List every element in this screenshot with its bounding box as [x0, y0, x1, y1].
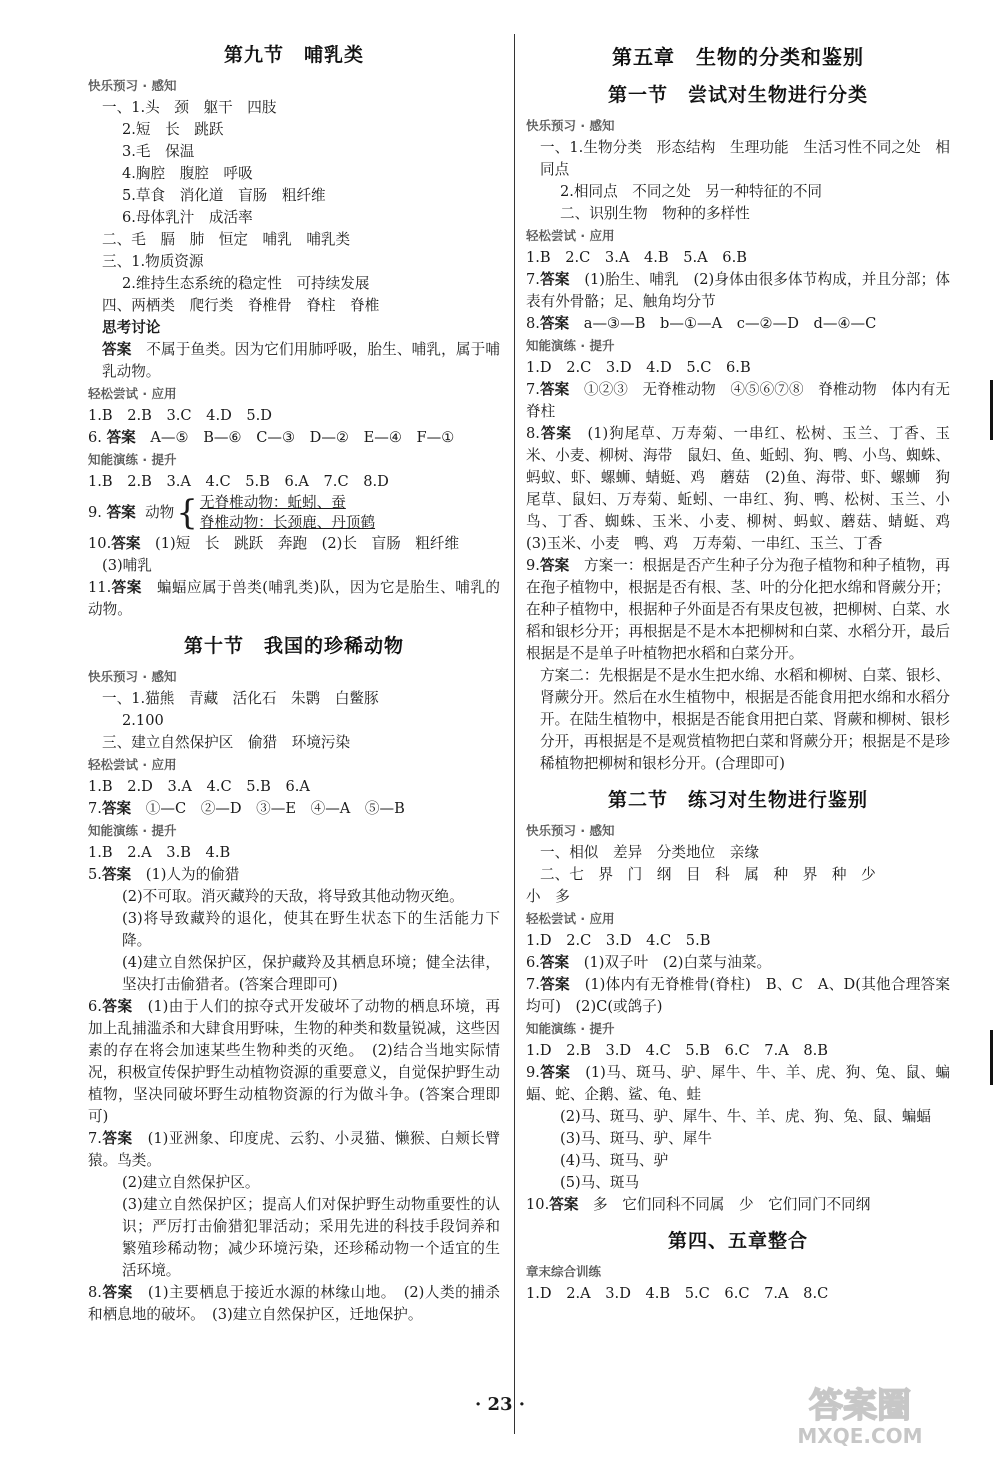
- answer-line: 11.答案 蝙蝠应属于兽类(哺乳类)队，因为它是胎生、哺乳的动物。: [88, 579, 500, 618]
- answer-line: 8.答案 a—③—B b—①—A c—②—D d—④—C: [526, 315, 877, 332]
- brace-symbol: {: [176, 493, 198, 533]
- answer-line: 7.答案 (1)体内有无脊椎骨(脊柱) B、C A、D(其他合理答案均可) (2)C(或鸽子): [526, 976, 950, 1015]
- answer-line: 1.D 2.A 3.D 4.B 5.C 6.C 7.A 8.C: [526, 1285, 829, 1302]
- preview-line: 2.短 长 跳跃: [122, 121, 224, 138]
- label-preview: 快乐预习 · 感知: [88, 669, 177, 684]
- think-discuss-heading: 思考讨论: [102, 319, 161, 336]
- section-title-mammals: 第九节 哺乳类: [223, 44, 364, 66]
- answer-line: 6.答案 (1)由于人们的掠夺式开发破坏了动物的栖息环境，再加上乱捕滥杀和大肆食用野味，生物的种类和数量锐减，这些因素的存在将会加速某些生物种类的灭绝。 (2)结合当地实际情况，积极宣传保护野生动植物资源的重要意义，自觉保护野生动植物，坚决同破坏野生动植物资源的行为做斗争。(答案合理即可): [88, 998, 500, 1125]
- right-column: [526, 30, 965, 1305]
- answer-line: 方案二：先根据是不是水生把水绵、水稻和柳树、白菜、银杉、肾蕨分开。然后在水生植物中，根据是否能食用把水绵和水稻分开。在陆生植物中，根据是否能食用把白菜、肾蕨和柳树、银杉分开，再根据是不是观赏植物把白菜和肾蕨分开；根据是不是珍稀植物把柳树和银杉分开。(合理即可): [540, 667, 950, 772]
- label-practice: 知能演练 · 提升: [88, 823, 177, 838]
- label-try: 轻松尝试 · 应用: [526, 911, 615, 926]
- preview-line: 2.相同点 不同之处 另一种特征的不同: [560, 183, 823, 200]
- left-column: [88, 30, 500, 1326]
- label-review: 章末综合训练: [526, 1264, 602, 1279]
- answer-line: 1.B 2.B 3.C 4.D 5.D: [88, 407, 273, 424]
- answer-line: 7.答案 ①—C ②—D ③—E ④—A ⑤—B: [88, 800, 405, 817]
- preview-line: 一、1.生物分类 形态结构 生理功能 生活习性不同之处 相同点: [540, 139, 950, 178]
- label-try: 轻松尝试 · 应用: [88, 757, 177, 772]
- preview-line: 6.母体乳汁 成活率: [122, 209, 253, 226]
- preview-line: 3.毛 保温: [122, 143, 195, 160]
- classification-answer: 9. 答案 动物 { 无脊椎动物：蚯蚓、蚕 脊椎动物：长颈鹿、丹顶鹤: [88, 493, 376, 533]
- answer-line: 1.B 2.B 3.A 4.C 5.B 6.A 7.C 8.D: [88, 473, 389, 490]
- scan-mark: [990, 380, 993, 440]
- section-title-rare-animals: 第十节 我国的珍稀动物: [183, 635, 404, 657]
- preview-line: 三、建立自然保护区 偷猎 环境污染: [102, 734, 351, 751]
- watermark-logo: [760, 1377, 960, 1449]
- answer-line: 1.B 2.A 3.B 4.B: [88, 844, 231, 861]
- preview-line: 5.草食 消化道 盲肠 粗纤维: [122, 187, 326, 204]
- answer-line: (2)马、斑马、驴、犀牛、牛、羊、虎、狗、兔、鼠、蝙蝠: [560, 1108, 931, 1125]
- answer-line: (2)建立自然保护区。: [122, 1174, 260, 1191]
- preview-line: 2.维持生态系统的稳定性 可持续发展: [122, 275, 370, 292]
- answer-line: 1.B 2.C 3.A 4.B 5.A 6.B: [526, 249, 747, 266]
- preview-line: 一、1.猫熊 青藏 活化石 朱鹮 白鳖豚: [102, 690, 379, 707]
- label-try: 轻松尝试 · 应用: [88, 386, 177, 401]
- answer-line: 6. 答案 A—⑤ B—⑥ C—③ D—② E—④ F—①: [88, 429, 455, 446]
- answer-line: (3)哺乳: [102, 557, 152, 574]
- label-practice: 知能演练 · 提升: [88, 452, 177, 467]
- scan-mark: [990, 1030, 993, 1085]
- answer-line: 6.答案 (1)双子叶 (2)白菜与油菜。: [526, 954, 772, 971]
- label-preview: 快乐预习 · 感知: [526, 823, 615, 838]
- classification-sub: 脊椎动物：长颈鹿、丹顶鹤: [199, 514, 376, 531]
- preview-line: 四、两栖类 爬行类 脊椎骨 脊柱 脊椎: [102, 297, 380, 314]
- answer-line: (3)将导致藏羚的退化，使其在野生状态下的生活能力下降。: [122, 910, 500, 949]
- answer-line: (2)不可取。消灭藏羚的天敌，将导致其他动物灭绝。: [122, 888, 464, 905]
- answer-line: 1.D 2.B 3.D 4.C 5.B 6.C 7.A 8.B: [526, 1042, 828, 1059]
- label-preview: 快乐预习 · 感知: [88, 78, 177, 93]
- answer-line: (5)马、斑马: [560, 1174, 640, 1191]
- preview-line: 二、毛 膈 肺 恒定 哺乳 哺乳类: [102, 231, 351, 248]
- section-title-review: 第四、五章整合: [667, 1230, 808, 1252]
- answer-line: (4)建立自然保护区，保护藏羚及其栖息环境；健全法律，坚决打击偷猎者。(答案合理即可): [122, 954, 500, 993]
- watermark-logo-text: 答案圈: [809, 1386, 911, 1426]
- answer-line: 8.答案 (1)主要栖息于接近水源的林缘山地。 (2)人类的捕杀和栖息地的破坏。 (3)建立自然保护区，迁地保护。: [88, 1284, 500, 1323]
- answer-line: 7.答案 (1)亚洲象、印度虎、云豹、小灵猫、懒猴、白颊长臂猿。鸟类。: [88, 1130, 500, 1169]
- answer-line: 10.答案 多 它们同科不同属 少 它们同门不同纲: [526, 1196, 871, 1213]
- answer-line: 9.答案 方案一：根据是否产生种子分为孢子植物和种子植物，再在孢子植物中，根据是否有根、茎、叶的分化把水绵和肾蕨分开；在种子植物中，根据种子外面是否有果皮包被，把柳树、白菜、水稻和银杉分开；再根据是不是木本把柳树和白菜、水稻分开，最后根据是不是单子叶植物把水稻和白菜分开。: [526, 557, 950, 662]
- label-practice: 知能演练 · 提升: [526, 338, 615, 353]
- page-number: · 23 ·: [474, 1394, 526, 1415]
- section-title-classify: 第一节 尝试对生物进行分类: [607, 84, 868, 106]
- preview-line: 二、识别生物 物种的多样性: [560, 205, 750, 222]
- answer-line: 5.答案 (1)人为的偷猎: [88, 866, 240, 883]
- preview-line: 一、相似 差异 分类地位 亲缘: [540, 844, 759, 861]
- answer-line: 1.D 2.C 3.D 4.C 5.B: [526, 932, 711, 949]
- think-discuss-answer: 答案 不属于鱼类。因为它们用肺呼吸，胎生、哺乳，属于哺乳动物。: [102, 341, 500, 380]
- answer-line: 9.答案 (1)马、斑马、驴、犀牛、牛、羊、虎、狗、兔、鼠、蝙蝠、蛇、企鹅、鲨、龟、蛙: [526, 1064, 950, 1103]
- preview-line: 三、1.物质资源: [102, 253, 204, 270]
- label-preview: 快乐预习 · 感知: [526, 118, 615, 133]
- preview-line: 2.100: [122, 712, 164, 729]
- answer-line: 7.答案 (1)胎生、哺乳 (2)身体由很多体节构成，并且分部；体表有外骨骼；足、触角均分节: [526, 271, 950, 310]
- answer-line: 1.D 2.C 3.D 4.D 5.C 6.B: [526, 359, 751, 376]
- classification-sub: 无脊椎动物：蚯蚓、蚕: [199, 494, 346, 511]
- answer-line: 7.答案 ①②③ 无脊椎动物 ④⑤⑥⑦⑧ 脊椎动物 体内有无脊柱: [526, 381, 950, 420]
- label-practice: 知能演练 · 提升: [526, 1021, 615, 1036]
- preview-line: 一、1.头 颈 躯干 四肢: [102, 99, 277, 116]
- answer-line: (3)建立自然保护区；提高人们对保护野生动物重要性的认识；严厉打击偷猎犯罪活动；采用先进的科技手段饲养和繁殖珍稀动物；减少环境污染，还珍稀动物一个适宜的生活环境。: [122, 1196, 500, 1279]
- preview-line: 小 多: [526, 888, 570, 905]
- preview-line: 二、七 界 门 纲 目 科 属 种 界 种 少: [540, 866, 876, 883]
- answer-line: 8.答案 (1)狗尾草、万寿菊、一串红、松树、玉兰、丁香、玉米、小麦、柳树、海带 鼠妇、鱼、蚯蚓、狗、鸭、小鸟、蜘蛛、蚂蚁、虾、螺蛳、蜻蜓、鸡 蘑菇 (2)鱼、海带、虾、螺蛳 狗尾草、鼠妇、万寿菊、蚯蚓、一串红、狗、鸭、松树、玉兰、小鸟、丁香、蜘蛛、玉米、小麦、柳树、蚂蚁、蘑菇、蜻蜓、鸡 (3)玉米、小麦 鸭、鸡 万寿菊、一串红、玉兰、丁香: [526, 425, 965, 552]
- answer-line: (3)马、斑马、驴、犀牛: [560, 1130, 713, 1147]
- answer-line: 1.B 2.D 3.A 4.C 5.B 6.A: [88, 778, 310, 795]
- answer-line: (4)马、斑马、驴: [560, 1152, 669, 1169]
- preview-line: 4.胸腔 腹腔 呼吸: [122, 165, 253, 182]
- column-divider: [514, 34, 515, 1434]
- answer-line: 10.答案 (1)短 长 跳跃 奔跑 (2)长 盲肠 粗纤维: [88, 535, 460, 552]
- section-title-identify: 第二节 练习对生物进行鉴别: [607, 789, 868, 811]
- watermark-url: MXQE.COM: [797, 1424, 923, 1448]
- chapter-title: 第五章 生物的分类和鉴别: [612, 45, 864, 69]
- label-try: 轻松尝试 · 应用: [526, 228, 615, 243]
